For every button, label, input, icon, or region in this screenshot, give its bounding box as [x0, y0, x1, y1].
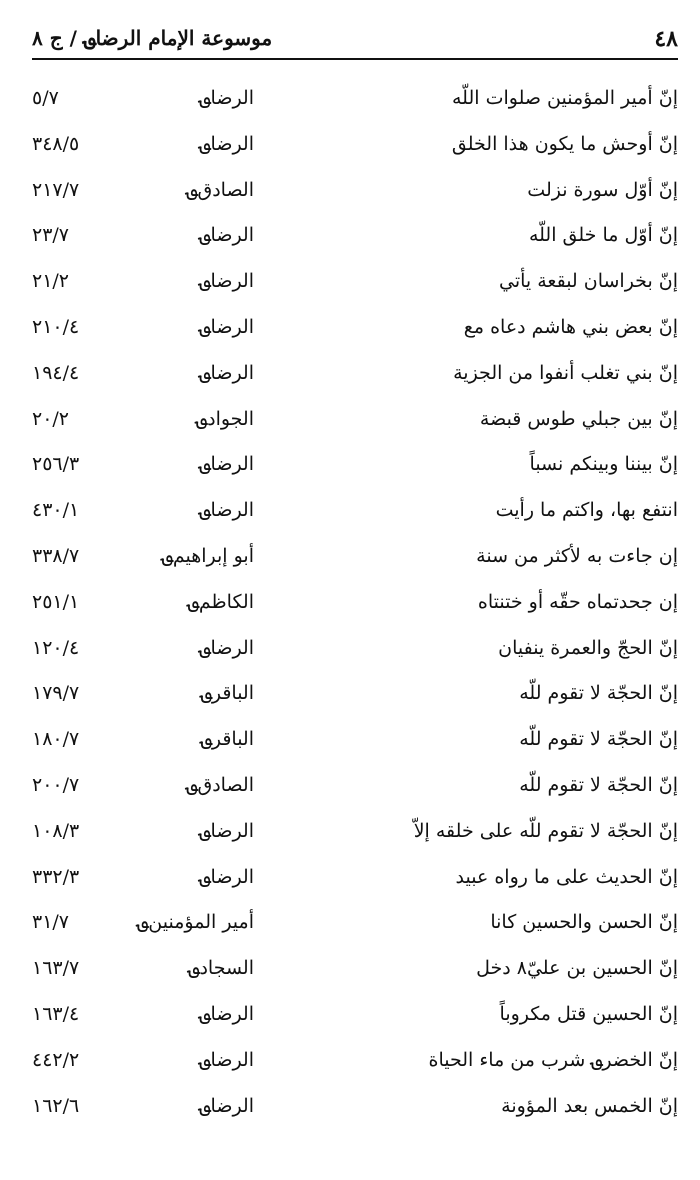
index-entry [32, 855, 678, 901]
volume-page-ref: ٢٠٠/٧ [32, 773, 80, 796]
narrator-name: الصادق؈ [186, 773, 254, 796]
volume-page-ref: ٢١/٢ [32, 270, 70, 293]
hadith-incipit: إنّ الحديث على ما رواه عبيد [455, 865, 678, 888]
narrator-name: الرضا؈ [199, 819, 254, 842]
narrator-name: الرضا؈ [199, 1094, 254, 1117]
index-entry [32, 900, 678, 946]
narrator-name: الرضا؈ [199, 132, 254, 155]
hadith-incipit: إنّ بخراسان لبقعة يأتي [498, 270, 678, 293]
volume-page-ref: ١٩٤/٤ [32, 361, 80, 384]
volume-page-ref: ٢١٠/٤ [32, 315, 80, 338]
hadith-incipit: إنّ أوحش ما يكون هذا الخلق [451, 132, 678, 155]
narrator-name: الرضا؈ [199, 453, 254, 476]
volume-page-ref: ١٦٢/٦ [32, 1094, 80, 1117]
volume-page-ref: ٣١/٧ [32, 911, 70, 934]
page-header [32, 20, 678, 60]
volume-page-ref: ١٦٣/٤ [32, 1002, 80, 1025]
narrator-name: أمير المؤمنين؈ [137, 911, 254, 934]
narrator-name: أبو إبراهيم؈ [161, 544, 254, 567]
index-entry [32, 809, 678, 855]
volume-page-ref: ٣٣٢/٣ [32, 865, 80, 888]
page-number: ٤٨ [654, 26, 678, 52]
narrator-name: الجواد؈ [195, 407, 254, 430]
narrator-name: الرضا؈ [199, 1048, 254, 1071]
header-divider [32, 58, 678, 60]
index-entry [32, 213, 678, 259]
hadith-incipit: إنّ الحسن والحسين كانا [490, 911, 678, 934]
narrator-name: الصادق؈ [186, 178, 254, 201]
index-entry [32, 763, 678, 809]
hadith-incipit: إنّ الحجّة لا تقوم للّه [519, 682, 678, 705]
hadith-incipit: إنّ أمير المؤمنين صلوات اللّه [452, 87, 678, 109]
narrator-name: الرضا؈ [199, 636, 254, 659]
hadith-incipit: إنّ الحسين بن عليّ٨ دخل [476, 957, 678, 980]
narrator-name: الرضا؈ [199, 865, 254, 888]
index-entry [32, 626, 678, 672]
index-entry [32, 168, 678, 214]
narrator-name: السجاد؈ [188, 957, 254, 980]
hadith-incipit: إنّ بين جبلي طوس قبضة [479, 407, 678, 430]
narrator-name: الرضا؈ [199, 499, 254, 522]
narrator-name: الرضا؈ [199, 1002, 254, 1025]
volume-page-ref: ١٦٣/٧ [32, 957, 80, 980]
narrator-name: الباقر؈ [200, 728, 254, 751]
index-entry [32, 259, 678, 305]
running-title: موسوعة الإمام الرضا؈ / ج ٨ [32, 26, 273, 50]
index-entry [32, 351, 678, 397]
volume-page-ref: ٤٣٠/١ [32, 499, 80, 522]
volume-page-ref: ٣٣٨/٧ [32, 544, 80, 567]
hadith-incipit: إنّ الحجّة لا تقوم للّه [519, 773, 678, 796]
volume-page-ref: ١٠٨/٣ [32, 819, 80, 842]
index-entry [32, 442, 678, 488]
hadith-incipit: إنّ الحسين قتل مكروباً [499, 1002, 678, 1025]
volume-page-ref: ٢٥٦/٣ [32, 453, 80, 476]
index-entry [32, 946, 678, 992]
volume-page-ref: ١٢٠/٤ [32, 636, 80, 659]
index-list [32, 76, 678, 1129]
volume-page-ref: ٣٤٨/٥ [32, 132, 80, 155]
index-entry [32, 488, 678, 534]
volume-page-ref: ٢٠/٢ [32, 407, 70, 430]
hadith-incipit: إنّ بعض بني هاشم دعاه مع [463, 315, 678, 338]
index-entry [32, 992, 678, 1038]
volume-page-ref: ٢٣/٧ [32, 224, 70, 247]
narrator-name: الرضا؈ [199, 224, 254, 247]
volume-page-ref: ١٧٩/٧ [32, 682, 80, 705]
index-entry [32, 1084, 678, 1130]
narrator-name: الرضا؈ [199, 87, 254, 109]
hadith-incipit: إن جحدتماه حقّه أو ختنتاه [477, 590, 678, 613]
hadith-incipit: إنّ الحجّة لا تقوم للّه على خلقه إلاّ [413, 819, 678, 842]
hadith-incipit: إنّ أوّل سورة نزلت [527, 178, 678, 201]
narrator-name: الكاظم؈ [187, 590, 254, 613]
volume-page-ref: ٢٥١/١ [32, 590, 80, 613]
hadith-incipit: إنّ بيننا وبينكم نسباً [529, 453, 678, 476]
index-entry [32, 671, 678, 717]
hadith-incipit: إنّ الحجّ والعمرة ينفيان [498, 636, 678, 659]
index-entry [32, 397, 678, 443]
volume-page-ref: ١٨٠/٧ [32, 728, 80, 751]
narrator-name: الرضا؈ [199, 315, 254, 338]
hadith-incipit: انتفع بها، واكتم ما رأيت [495, 499, 678, 522]
narrator-name: الباقر؈ [200, 682, 254, 705]
volume-page-ref: ٢١٧/٧ [32, 178, 80, 201]
volume-page-ref: ٥/٧ [32, 87, 59, 109]
hadith-incipit: إن جاءت به لأكثر من سنة [476, 544, 678, 567]
narrator-name: الرضا؈ [199, 270, 254, 293]
hadith-incipit: إنّ أوّل ما خلق اللّه [528, 224, 678, 247]
index-entry [32, 1038, 678, 1084]
volume-page-ref: ٤٤٢/٢ [32, 1048, 80, 1071]
index-entry [32, 580, 678, 626]
hadith-incipit: إنّ بني تغلب أنفوا من الجزية [453, 361, 678, 384]
index-entry [32, 717, 678, 763]
index-entry [32, 534, 678, 580]
index-entry [32, 76, 678, 122]
hadith-incipit: إنّ الخمس بعد المؤونة [501, 1094, 678, 1117]
hadith-incipit: إنّ الخضر؈ شرب من ماء الحياة [428, 1048, 678, 1071]
index-entry [32, 122, 678, 168]
index-entry [32, 305, 678, 351]
hadith-incipit: إنّ الحجّة لا تقوم للّه [519, 728, 678, 751]
narrator-name: الرضا؈ [199, 361, 254, 384]
